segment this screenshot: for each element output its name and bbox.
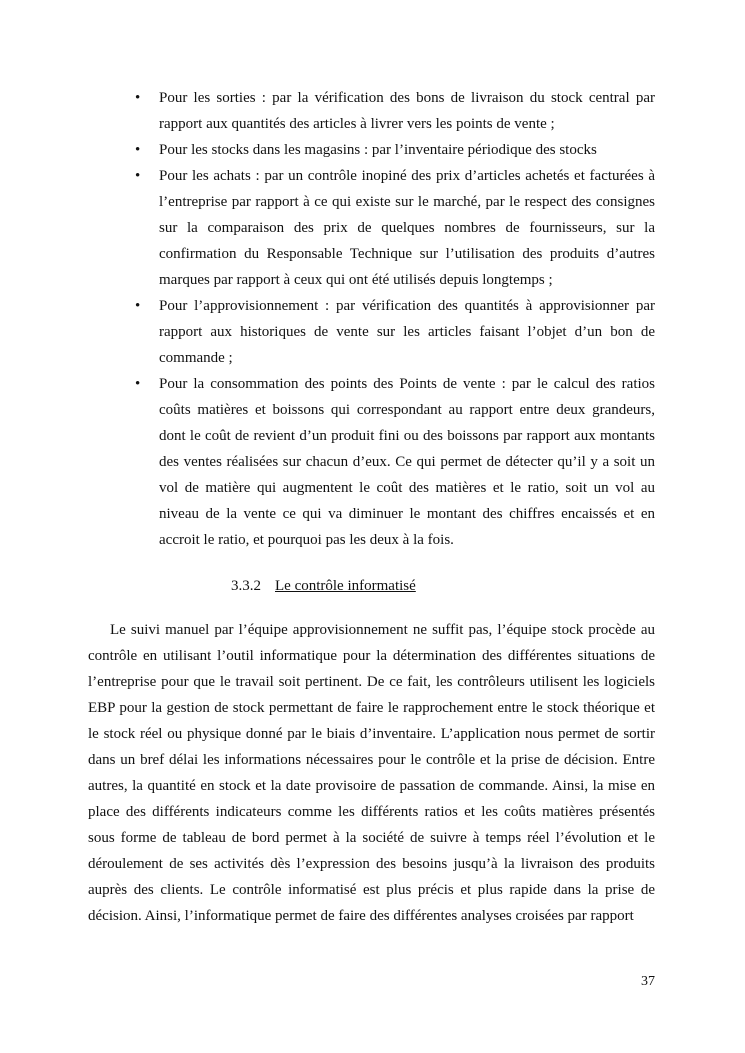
- page-number: 37: [641, 974, 655, 989]
- bullet-item: [135, 371, 655, 553]
- bullet-text: Pour les sorties : par la vérification des bons de livraison du stock central par rapport aux quantités des articles à livrer vers les points de vente ;: [159, 90, 655, 132]
- bullet-dot-icon: •: [135, 142, 141, 158]
- bullet-item: [135, 163, 655, 293]
- bullet-text: Pour les stocks dans les magasins : par l’inventaire périodique des stocks: [159, 142, 597, 158]
- section-heading: [231, 573, 416, 599]
- body-paragraph: Le suivi manuel par l’équipe approvisionnement ne suffit pas, l’équipe stock procède au contrôle en utilisant l’outil informatique pour la détermination des différentes situations de l’entreprise pour que le travail soit pertinent. De ce fait, les contrôleurs utilisent les logiciels EBP pour la gestion de stock permettant de faire le rapprochement entre le stock théorique et le stock réel ou physique donné par le biais d’inventaire. L’application nous permet de sortir dans un bref délai les informations nécessaires pour le contrôle et la prise de décision. Entre autres, la quantité en stock et la date provisoire de passation de commande. Ainsi, la mise en place des différents indicateurs comme les différents ratios et les coûts matières présentés sous forme de tableau de bord permet à la société de suivre à temps réel l’évolution et le déroulement de ses activités dès l’expression des besoins jusqu’à la livraison des produits auprès des clients. Le contrôle informatisé est plus précis et plus rapide dans la prise de décision. Ainsi, l’informatique permet de faire des différentes analyses croisées par rapport: [88, 622, 655, 924]
- section-number: 3.3.2: [231, 578, 261, 594]
- bullet-item: [135, 293, 655, 371]
- bullet-dot-icon: •: [135, 376, 141, 392]
- section-title: Le contrôle informatisé: [275, 578, 416, 594]
- bullet-dot-icon: •: [135, 90, 141, 106]
- bullet-item: [135, 85, 655, 137]
- bullet-text: Pour l’approvisionnement : par vérification des quantités à approvisionner par rapport aux historiques de vente sur les articles faisant l’objet d’un bon de commande ;: [159, 298, 655, 366]
- bullet-text: Pour les achats : par un contrôle inopiné des prix d’articles achetés et facturées à l’entreprise par rapport à ce qui existe sur le marché, par le respect des consignes sur la comparaison des prix de quelques nombres de fournisseurs, sur la confirmation du Responsable Technique sur l’utilisation des produits d’autres marques par rapport à ceux qui ont été utilisés depuis longtemps ;: [159, 168, 655, 288]
- bullet-text: Pour la consommation des points des Points de vente : par le calcul des ratios coûts matières et boissons qui correspondant au rapport entre deux grandeurs, dont le coût de revient d’un produit fini ou des boissons par rapport aux montants des ventes réalisées sur chacun d’eux. Ce qui permet de détecter qu’il y a soit un vol de matière qui augmentent le coût des matières et le ratio, soit un vol au niveau de la vente ce qui va diminuer le montant des chiffres encaissés et en accroit le ratio, et pourquoi pas les deux à la fois.: [159, 376, 655, 548]
- bullet-dot-icon: •: [135, 298, 141, 314]
- bullet-list: [135, 85, 655, 553]
- bullet-item: [135, 137, 655, 163]
- bullet-dot-icon: •: [135, 168, 141, 184]
